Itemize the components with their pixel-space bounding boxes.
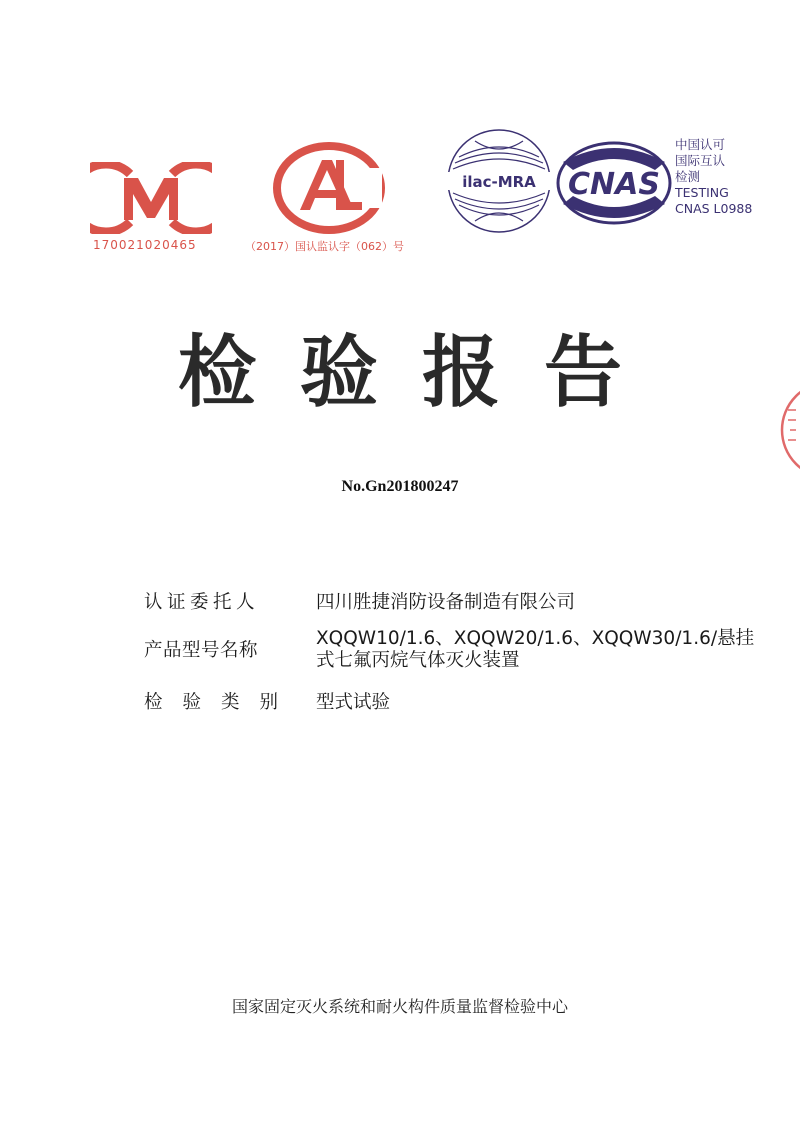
field-value-product: XQQW10/1.6、XQQW20/1.6、XQQW30/1.6/悬挂式七氟丙烷气体灭火装置 <box>316 628 755 671</box>
field-label-test-type: 检验类别 <box>144 692 299 713</box>
svg-text:CNAS: CNAS <box>568 167 660 202</box>
cnas-line: CNAS L0988 <box>675 201 753 216</box>
svg-text:ilac-MRA: ilac-MRA <box>462 173 536 191</box>
field-value-test-type: 型式试验 <box>316 692 391 713</box>
ilac-mra-logo <box>445 127 553 235</box>
seal-stamp <box>770 380 800 480</box>
cma-logo <box>90 162 212 234</box>
cal-number: （2017）国认监认字（062）号 <box>245 240 404 253</box>
issuing-organization: 国家固定灭火系统和耐火构件质量监督检验中心 <box>231 997 568 1016</box>
cnas-accreditation-text <box>675 137 775 217</box>
report-number: No.Gn201800247 <box>341 478 459 495</box>
cnas-line: 国际互认 <box>675 153 726 168</box>
cnas-line: 中国认可 <box>675 137 726 152</box>
field-value-client: 四川胜捷消防设备制造有限公司 <box>316 592 576 613</box>
field-label-client: 认证委托人 <box>144 592 260 613</box>
cma-number: 170021020465 <box>93 238 197 252</box>
report-title: 检验报告 <box>177 328 666 418</box>
cal-logo <box>270 140 388 236</box>
cnas-line: 检测 <box>675 169 701 184</box>
cnas-logo <box>555 140 673 226</box>
field-label-product: 产品型号名称 <box>144 640 259 661</box>
cnas-line: TESTING <box>675 185 729 200</box>
